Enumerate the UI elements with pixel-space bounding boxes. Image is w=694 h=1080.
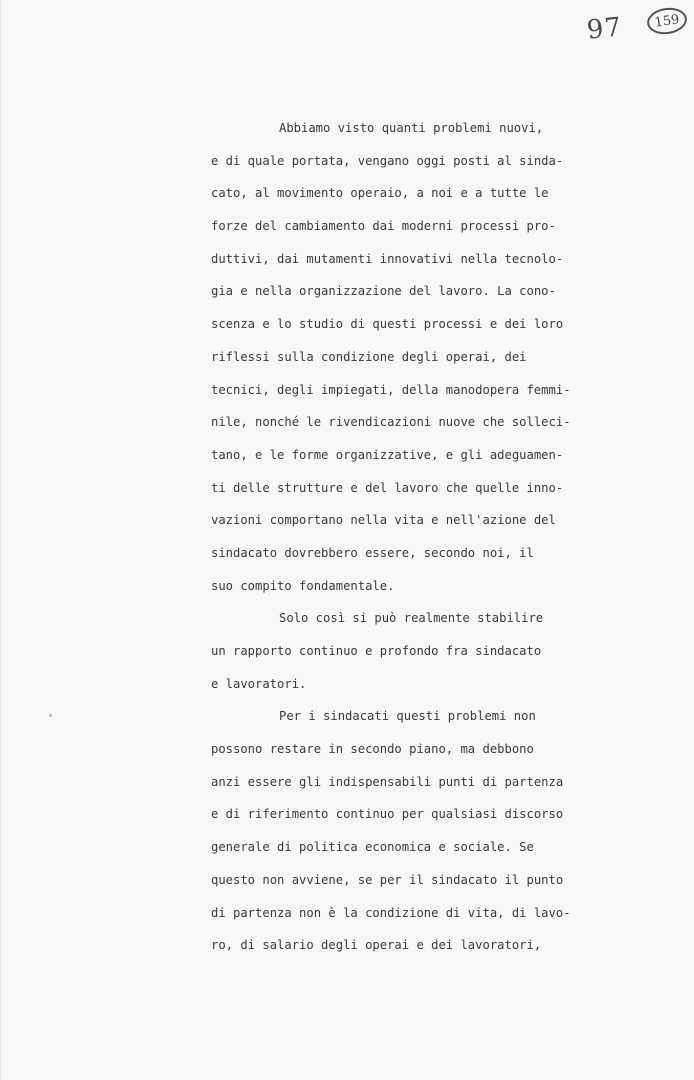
text-line: ro, di salario degli operai e dei lavoratori, [211, 938, 542, 953]
typewritten-body [211, 112, 571, 962]
handwritten-page-number: 97 [585, 12, 624, 46]
text-line: e lavoratori. [211, 676, 307, 691]
text-line: scenza e lo studio di questi processi e dei loro [211, 317, 564, 332]
text-line: un rapporto continuo e profondo fra sindacato [211, 644, 542, 658]
text-line: forze del cambiamento dai moderni processi pro- [211, 219, 556, 234]
stamp-number: 159 [653, 11, 681, 31]
text-line: Per i sindacati questi problemi non [279, 709, 536, 724]
text-line: vazioni comportano nella vita e nell'azione del [211, 513, 556, 528]
text-line: sindacato dovrebbero essere, secondo noi, il [211, 545, 534, 560]
circled-page-stamp [645, 5, 688, 36]
text-line: e di riferimento continuo per qualsiasi discorso [211, 807, 564, 822]
text-line: Abbiamo visto quanti problemi nuovi, [279, 121, 544, 135]
text-line: ti delle strutture e del lavoro che quelle inno- [211, 480, 564, 495]
text-line: questo non avviene, se per il sindacato il punto [211, 872, 564, 887]
text-line: e di quale portata, vengano oggi posti al sinda- [211, 153, 564, 168]
paper-speck [49, 714, 52, 717]
text-line: gia e nella organizzazione del lavoro. La cono- [211, 284, 556, 299]
text-line: nile, nonché le rivendicazioni nuove che solleci- [211, 415, 571, 430]
text-line: tecnici, degli impiegati, della manodopera femmi- [211, 382, 571, 397]
text-line: generale di politica economica e sociale. Se [211, 840, 534, 855]
text-line: tano, e le forme organizzative, e gli adeguamen- [211, 447, 564, 462]
text-line: anzi essere gli indispensabili punti di partenza [211, 774, 564, 789]
text-line: riflessi sulla condizione degli operai, dei [211, 349, 527, 364]
text-line: suo compito fondamentale. [211, 578, 395, 593]
text-line: duttivi, dai mutamenti innovativi nella tecnolo- [211, 251, 564, 266]
text-line: cato, al movimento operaio, a noi e a tutte le [211, 186, 549, 201]
text-line: possono restare in secondo piano, ma debbono [211, 742, 534, 757]
text-line: Solo così si può realmente stabilire [279, 611, 544, 626]
text-line: di partenza non è la condizione di vita, di lavo- [211, 905, 571, 920]
